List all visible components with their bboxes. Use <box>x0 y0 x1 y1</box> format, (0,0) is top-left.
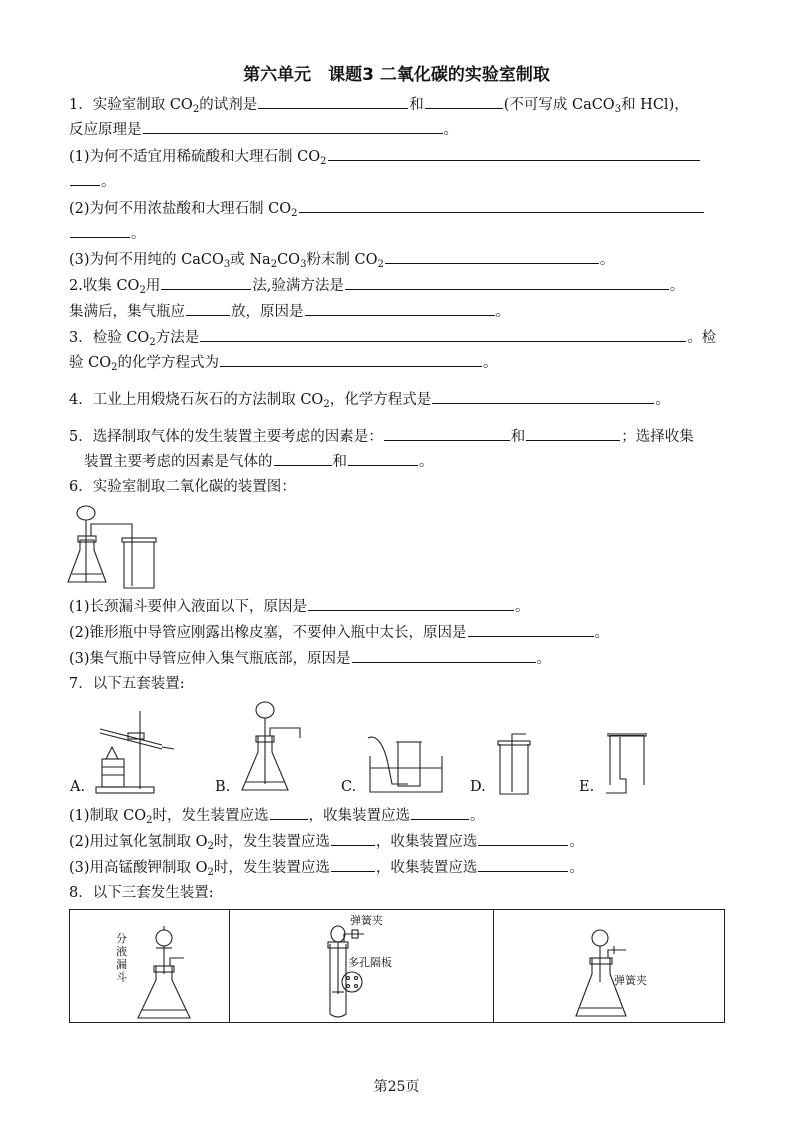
answer-blank[interactable] <box>270 805 308 820</box>
answer-blank[interactable] <box>220 352 482 367</box>
q3-line-2: 验 $CO_2$的化学方程式为 。 <box>69 352 497 378</box>
answer-blank[interactable] <box>258 94 408 109</box>
answer-blank[interactable] <box>384 426 510 441</box>
funnel-label: 分液漏斗 <box>116 932 127 984</box>
q1-line-2: 反应原理是 。 <box>69 119 458 140</box>
apparatus-c-figure <box>366 734 446 796</box>
q6-sub2: (2)锥形瓶中导管应刚露出橡皮塞，不要伸入瓶中太长，原因是 。 <box>69 622 609 643</box>
answer-blank[interactable] <box>331 831 375 846</box>
apparatus-e-figure <box>604 733 654 799</box>
q3-line-1: 3．检验 $CO_2$方法是 。检 <box>69 327 716 353</box>
answer-blank[interactable] <box>411 805 469 820</box>
answer-blank[interactable] <box>425 94 503 109</box>
clip-label: 弹簧夹 <box>350 914 383 927</box>
apparatus-d-figure <box>496 732 532 798</box>
q7-sub2: (2)用过氧化氢制取 $O_2$时，发生装置应选 ，收集装置应选 。 <box>69 831 584 857</box>
q2-line-2: 集满后，集气瓶应 放，原因是 。 <box>69 301 510 322</box>
answer-blank[interactable] <box>432 389 654 404</box>
label-d: D. <box>470 779 486 795</box>
answer-blank[interactable] <box>331 857 375 872</box>
q4-line: 4．工业上用煅烧石灰石的方法制取 $CO_2$，化学方程式是 。 <box>69 389 670 415</box>
q8-cell-3 <box>494 910 724 1022</box>
page-title: 第六单元 课题3 二氧化碳的实验室制取 <box>243 65 550 85</box>
q8-title: 8．以下三套发生装置: <box>69 885 214 901</box>
answer-blank[interactable] <box>70 223 130 238</box>
answer-blank[interactable] <box>328 146 700 161</box>
answer-blank[interactable] <box>352 648 536 663</box>
apparatus-a-figure <box>92 703 184 795</box>
answer-blank[interactable] <box>143 119 443 134</box>
answer-blank[interactable] <box>478 857 568 872</box>
q1-line-1: 1．实验室制取 $CO_2$的试剂是 和 (不可写成 CaCO$_3$和 HCl)， <box>69 94 689 120</box>
q1-sub2-cont: 。 <box>69 223 146 244</box>
clip-label-2: 弹簧夹 <box>614 974 647 987</box>
answer-blank[interactable] <box>200 327 686 342</box>
q6-sub3: (3)集气瓶中导管应伸入集气瓶底部，原因是 。 <box>69 648 551 669</box>
answer-blank[interactable] <box>299 198 704 213</box>
q8-cell-2 <box>230 910 494 1022</box>
answer-blank[interactable] <box>308 596 514 611</box>
q7-sub1: (1)制取 $CO_2$时，发生装置应选 ，收集装置应选 。 <box>69 805 485 831</box>
answer-blank[interactable] <box>385 249 599 264</box>
answer-blank[interactable] <box>345 275 669 290</box>
q2-line-1: 2.收集 $CO_2$用 法,验满方法是 。 <box>69 275 684 301</box>
label-a: A. <box>70 779 86 795</box>
answer-blank[interactable] <box>468 622 594 637</box>
q5-line-1: 5．选择制取气体的发生装置主要考虑的因素是： 和 ；选择收集 <box>69 426 694 447</box>
q1-sub3: (3)为何不用纯的 CaCO$_3$或 $Na_2CO_3$粉末制 $CO_2$ 。 <box>69 249 614 275</box>
answer-blank[interactable] <box>305 301 495 316</box>
answer-blank[interactable] <box>274 451 332 466</box>
answer-blank[interactable] <box>348 451 418 466</box>
label-b: B. <box>215 779 231 795</box>
q5-line-2: 装置主要考虑的因素是气体的 和 。 <box>84 451 434 472</box>
page-number: 第25页 <box>373 1079 420 1095</box>
q1-sub1-cont: 。 <box>69 171 116 192</box>
apparatus-b-figure <box>238 700 308 796</box>
answer-blank[interactable] <box>70 171 100 186</box>
q6-sub1: (1)长颈漏斗要伸入液面以下，原因是 。 <box>69 596 530 617</box>
co2-apparatus-figure <box>66 500 162 590</box>
q8-apparatus-table <box>69 909 725 1023</box>
q1-sub1: (1)为何不适宜用稀硫酸和大理石制 $CO_2$ <box>69 146 701 172</box>
label-e: E. <box>579 779 595 795</box>
answer-blank[interactable] <box>186 301 230 316</box>
q7-title: 7．以下五套装置: <box>69 676 185 692</box>
q1-sub2: (2)为何不用浓盐酸和大理石制 $CO_2$ <box>69 198 705 224</box>
q8-cell-1 <box>70 910 230 1022</box>
answer-blank[interactable] <box>478 831 568 846</box>
label-c: C. <box>341 779 357 795</box>
answer-blank[interactable] <box>161 275 251 290</box>
q7-sub3: (3)用高锰酸钾制取 $O_2$时，发生装置应选 ，收集装置应选 。 <box>69 857 584 883</box>
porous-plate-label: 多孔隔板 <box>348 956 392 969</box>
q6-title: 6．实验室制取二氧化碳的装置图： <box>69 479 296 495</box>
answer-blank[interactable] <box>526 426 620 441</box>
